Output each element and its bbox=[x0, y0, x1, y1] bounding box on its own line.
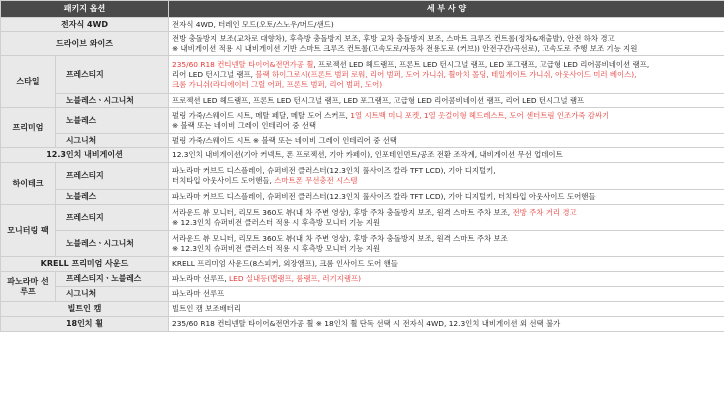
row-18inch-wheel bbox=[1, 317, 724, 332]
spec-panorama-prestige bbox=[169, 272, 724, 287]
header-package-option: 패키지 옵션 bbox=[1, 1, 169, 18]
spec-line bbox=[172, 60, 721, 70]
highlight-text: 크롬 가니쉬(라디에이터 그릴 어퍼, 프론트 범퍼, 리어 범퍼, 도어) bbox=[172, 79, 383, 89]
spec-krell: KRELL 프리미엄 사운드(8스피커, 외장앰프), 크롬 인사이드 도어 핸들 bbox=[169, 257, 724, 272]
package-hitech: 하이테크 bbox=[1, 163, 56, 205]
spec-text: 파노라마 선루프, bbox=[172, 274, 230, 283]
spec-text: 서라운드 뷰 모니터, 리모트 360도 뷰(내 차 주변 영상), 후방 주차 충돌방지 보조, 원격 스마트 주차 보조, bbox=[172, 207, 513, 217]
highlight-text: LED 실내등(맵램프, 룸램프, 러기지램프) bbox=[229, 274, 361, 283]
package-premium: 프리미엄 bbox=[1, 108, 56, 148]
package-panorama: 파노라마 선루프 bbox=[1, 272, 56, 302]
trim-noblesse: 노블레스 bbox=[56, 190, 169, 205]
trim-prestige-noblesse: 프레스티지ㆍ노블레스 bbox=[56, 272, 169, 287]
highlight-text: 스마트폰 무선충전 시스템 bbox=[274, 176, 358, 185]
trim-signature: 시그니처 bbox=[56, 287, 169, 302]
trim-noblesse: 노블레스 bbox=[56, 108, 169, 134]
trim-signature: 시그니처 bbox=[56, 134, 169, 148]
spec-hitech-prestige bbox=[169, 163, 724, 190]
spec-note: ※ 12.3인치 슈퍼비전 클러스터 적용 시 후측방 모니터 기능 지원 bbox=[172, 243, 380, 253]
spec-premium-signature: 펄링 가죽/스웨이드 시트 ※ 블랙 또는 네이비 그레이 인테리어 중 선택 bbox=[169, 134, 724, 148]
trim-noblesse-signature: 노블레스ㆍ시그니처 bbox=[56, 94, 169, 108]
package-navigation: 12.3인치 내비게이션 bbox=[1, 148, 169, 163]
row-4wd bbox=[1, 18, 724, 32]
row-premium-signature bbox=[1, 134, 724, 148]
spec-navigation: 12.3인치 내비게이션(기아 커넥트, 폰 프로젝션, 기아 카페이), 인포테인먼트/공조 전환 조작계, 내비게이션 무선 업데이트 bbox=[169, 148, 724, 163]
spec-line bbox=[172, 176, 721, 186]
trim-prestige: 프레스티지 bbox=[56, 163, 169, 190]
package-builtin-cam: 빌트인 캠 bbox=[1, 302, 169, 317]
spec-monitoring-prestige bbox=[169, 205, 724, 231]
spec-line: 서라운드 뷰 모니터, 리모트 360도 뷰(내 차 주변 영상), 후방 주차 충돌방지 보조, 원격 스마트 주차 보조 bbox=[172, 233, 508, 243]
header-spec: 세 부 사 양 bbox=[169, 1, 724, 18]
row-style-prestige bbox=[1, 56, 724, 94]
trim-prestige: 프레스티지 bbox=[56, 56, 169, 94]
row-premium-noblesse bbox=[1, 108, 724, 134]
spec-note: ※ 블랙 또는 네이비 그레이 인테리어 중 선택 bbox=[172, 120, 317, 130]
spec-line: 파노라마 커브드 디스플레이, 슈퍼비전 클러스터(12.3인치 풀사이즈 칼라 TFT LCD), 기아 디지털키, bbox=[172, 166, 496, 175]
package-krell: KRELL 프리미엄 사운드 bbox=[1, 257, 169, 272]
row-builtin-cam bbox=[1, 302, 724, 317]
row-navigation bbox=[1, 148, 724, 163]
row-krell bbox=[1, 257, 724, 272]
spec-text: 펄링 가죽/스웨이드 시트, 메탈 페달, 메탈 도어 스커프, bbox=[172, 110, 351, 120]
spec-panorama-signature: 파노라마 선루프 bbox=[169, 287, 724, 302]
spec-4wd: 전자식 4WD, 터레인 모드(오토/스노우/머드/샌드) bbox=[169, 18, 724, 32]
spec-18inch-wheel: 235/60 R18 컨티넨탈 타이어&전면가공 휠 ※ 18인치 휠 단독 선택 시 전자식 4WD, 12.3인치 내비게이션 외 선택 불가 bbox=[169, 317, 724, 332]
spec-line: 전방 충돌방지 보조(교차로 대향차), 후측방 충돌방지 보조, 후방 교차 충돌방지 보조, 스마트 크루즈 컨트롤(정차&재출발), 안전 하차 경고 bbox=[172, 33, 615, 43]
package-4wd: 전자식 4WD bbox=[1, 18, 169, 32]
package-monitoring: 모니터링 팩 bbox=[1, 205, 56, 257]
trim-noblesse-signature: 노블레스ㆍ시그니처 bbox=[56, 231, 169, 257]
spec-style-noblesse: 프로젝션 LED 헤드램프, 프론트 LED 턴시그널 램프, LED 포그램프, 고급형 LED 리어콤비네이션 램프, 리어 LED 턴시그널 램프 bbox=[169, 94, 724, 108]
spec-monitoring-noblesse bbox=[169, 231, 724, 257]
trim-prestige: 프레스티지 bbox=[56, 205, 169, 231]
spec-note: ※ 12.3인치 슈퍼비전 클러스터 적용 시 후측방 모니터 기능 지원 bbox=[172, 217, 380, 227]
spec-text: , 프로젝션 LED 헤드램프, 프론트 LED 턴시그널 램프, LED 포그램프, 고급형 LED 리어콤비네이션 램프, bbox=[313, 59, 650, 69]
spec-drivewise bbox=[169, 32, 724, 56]
row-hitech-prestige bbox=[1, 163, 724, 190]
spec-premium-noblesse bbox=[169, 108, 724, 134]
package-style: 스타일 bbox=[1, 56, 56, 108]
spec-line bbox=[172, 111, 721, 121]
spec-text: 리어 LED 턴시그널 램프, bbox=[172, 69, 256, 79]
table-header-row bbox=[1, 1, 724, 18]
spec-builtin-cam: 빌트인 캠 보조배터리 bbox=[169, 302, 724, 317]
package-drivewise: 드라이브 와이즈 bbox=[1, 32, 169, 56]
highlight-text: 235/60 R18 컨티넨탈 타이어&전면가공 휠 bbox=[172, 59, 314, 69]
spec-note: ※ 내비게이션 적용 시 내비게이션 기반 스마트 크루즈 컨트롤(고속도로/자동차 전용도로 (커브)) 안전구간/곡선로), 고속도로 주행 보조 기능 지원 bbox=[172, 43, 638, 53]
row-style-noblesse bbox=[1, 94, 724, 108]
row-hitech-noblesse bbox=[1, 190, 724, 205]
row-panorama-signature bbox=[1, 287, 724, 302]
row-monitoring-noblesse bbox=[1, 231, 724, 257]
package-18inch-wheel: 18인치 휠 bbox=[1, 317, 169, 332]
highlight-text: 블랙 하이그로시(프론트 범퍼 로워, 리어 범퍼, 도어 가니쉬, 휠아치 몰딩, 테일게이트 가니쉬, 아웃사이드 미러 베이스), bbox=[255, 69, 637, 79]
spec-line bbox=[172, 70, 721, 80]
row-monitoring-prestige bbox=[1, 205, 724, 231]
highlight-text: 전방 주차 거리 경고 bbox=[512, 207, 577, 217]
spec-style-prestige bbox=[169, 56, 724, 94]
spec-hitech-noblesse: 파노라마 커브드 디스플레이, 슈퍼비전 클러스터(12.3인치 풀사이즈 칼라 TFT LCD), 기아 디지털키, 터치타입 아웃사이드 도어핸들 bbox=[169, 190, 724, 205]
spec-text: 터치타입 아웃사이드 도어핸들, bbox=[172, 176, 275, 185]
highlight-text: 1열 시트백 미니 포켓, 1열 옷걸이형 헤드레스트, 도어 센터트림 인조가죽 감싸기 bbox=[350, 110, 610, 120]
row-drivewise bbox=[1, 32, 724, 56]
row-panorama-prestige bbox=[1, 272, 724, 287]
spec-line bbox=[172, 208, 721, 218]
